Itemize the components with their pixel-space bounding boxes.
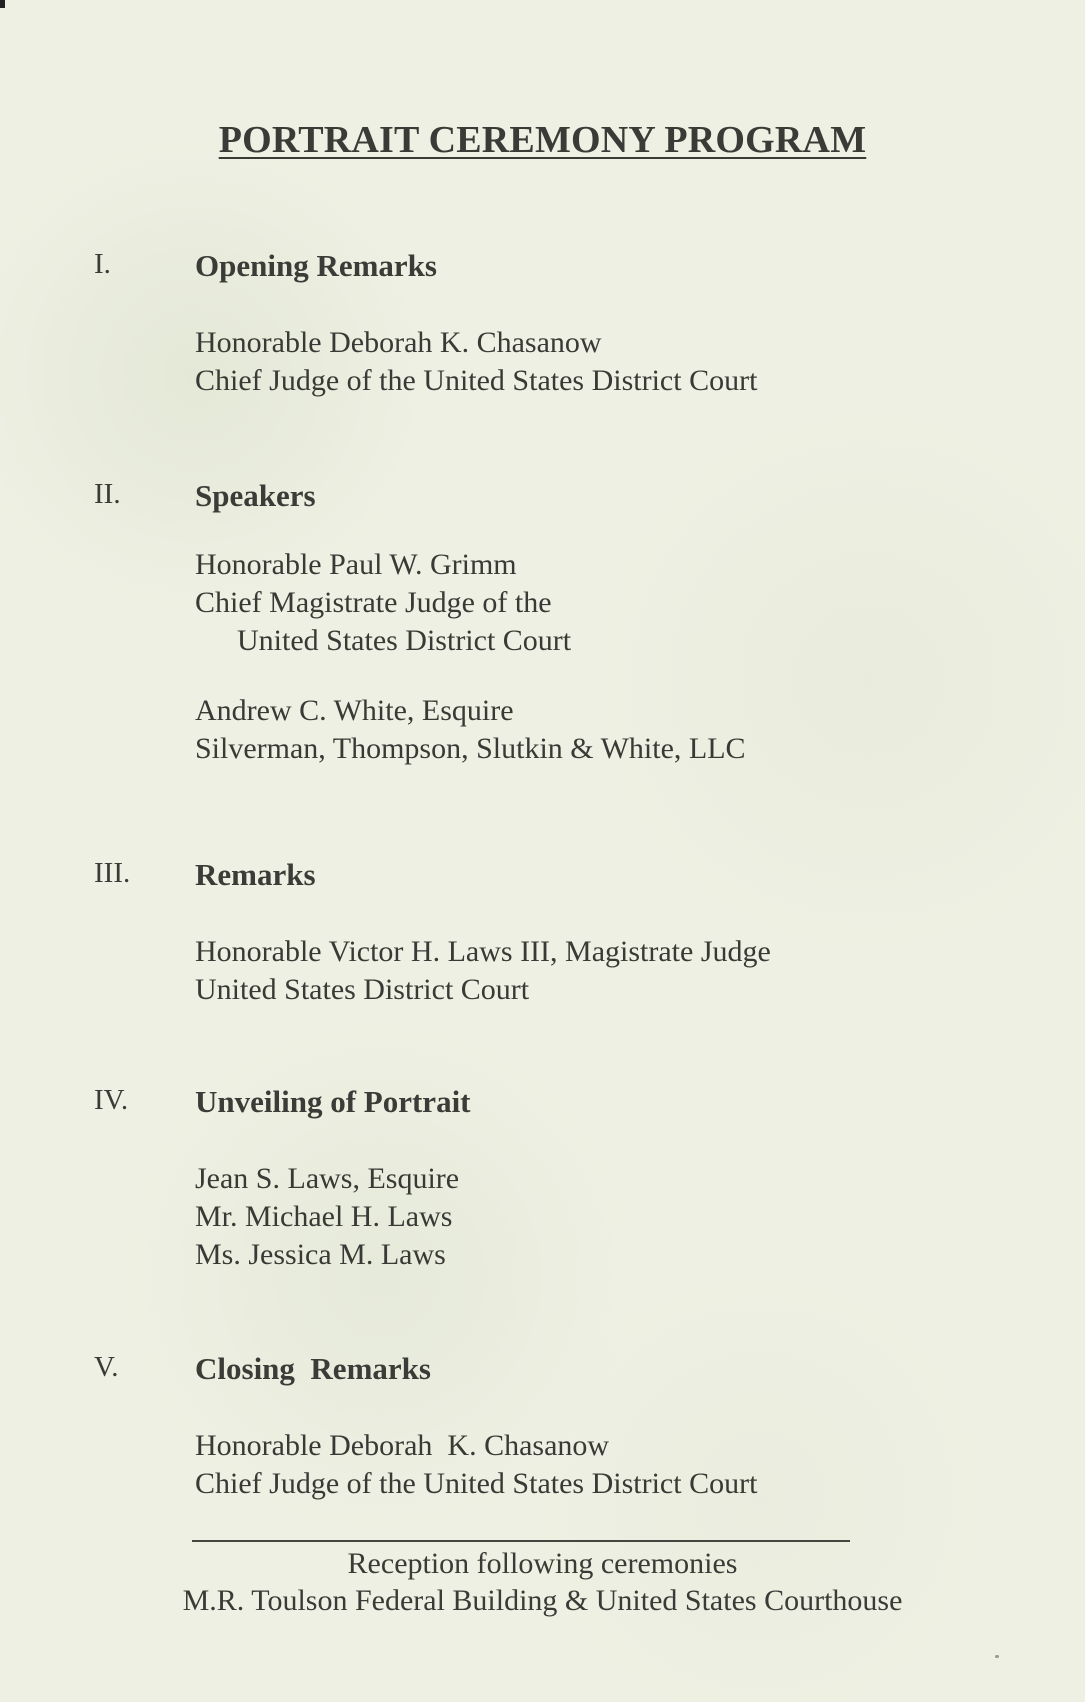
- participant-title: Chief Magistrate Judge of the: [195, 586, 552, 619]
- participant-title: Chief Judge of the United States District Court: [195, 1467, 758, 1500]
- section-numeral: V.: [94, 1351, 119, 1383]
- section-entries: [195, 546, 1085, 768]
- footer-divider: [192, 1540, 850, 1542]
- paper-speck: [995, 1655, 999, 1658]
- section-header: [0, 1084, 1085, 1128]
- section-heading: Unveiling of Portrait: [195, 1084, 471, 1119]
- section-opening-remarks: [0, 248, 1085, 400]
- participant-name: Honorable Victor H. Laws III, Magistrate Judge: [195, 935, 771, 968]
- section-entries: [195, 1160, 1085, 1274]
- participant-entry: [195, 1427, 1085, 1503]
- section-unveiling-of-portrait: [0, 1084, 1085, 1274]
- reception-location: M.R. Toulson Federal Building & United States Courthouse: [182, 1584, 903, 1617]
- section-heading: Remarks: [195, 857, 316, 892]
- section-heading: Closing Remarks: [195, 1351, 431, 1386]
- section-header: [0, 478, 1085, 522]
- reception-note: Reception following ceremonies: [347, 1547, 738, 1580]
- participant-entry: [195, 692, 1085, 768]
- participant-firm: Silverman, Thompson, Slutkin & White, LLC: [195, 732, 746, 765]
- section-numeral: IV.: [94, 1084, 129, 1116]
- participant-name: Andrew C. White, Esquire: [195, 694, 514, 727]
- participant-entry: [195, 933, 1085, 1009]
- participant-name: Honorable Paul W. Grimm: [195, 548, 517, 581]
- section-closing-remarks: [0, 1351, 1085, 1503]
- section-numeral: II.: [94, 478, 121, 510]
- participant-entry: [195, 324, 1085, 400]
- participant-entry: [195, 546, 1085, 660]
- participant-title: United States District Court: [195, 973, 530, 1006]
- participant-name: Mr. Michael H. Laws: [195, 1200, 453, 1233]
- section-entries: [195, 1427, 1085, 1503]
- section-remarks: [0, 857, 1085, 1009]
- section-speakers: [0, 478, 1085, 768]
- participant-title: Chief Judge of the United States District Court: [195, 364, 758, 397]
- participant-name: Honorable Deborah K. Chasanow: [195, 1429, 610, 1462]
- participant-name: Jean S. Laws, Esquire: [195, 1162, 460, 1195]
- footer: [0, 1545, 1085, 1619]
- section-entries: [195, 933, 1085, 1009]
- section-heading: Speakers: [195, 478, 316, 513]
- scan-corner-mark: [0, 0, 5, 8]
- participant-entry: [195, 1160, 1085, 1274]
- participant-name: Honorable Deborah K. Chasanow: [195, 326, 602, 359]
- section-numeral: III.: [94, 857, 131, 889]
- section-numeral: I.: [94, 248, 111, 280]
- program-title: [0, 118, 1085, 162]
- section-header: [0, 1351, 1085, 1395]
- section-entries: [195, 324, 1085, 400]
- section-heading: Opening Remarks: [195, 248, 437, 283]
- participant-name: Ms. Jessica M. Laws: [195, 1238, 446, 1271]
- participant-title-continued: United States District Court: [237, 624, 572, 657]
- section-header: [0, 857, 1085, 901]
- section-header: [0, 248, 1085, 292]
- program-title-text: PORTRAIT CEREMONY PROGRAM: [218, 119, 867, 161]
